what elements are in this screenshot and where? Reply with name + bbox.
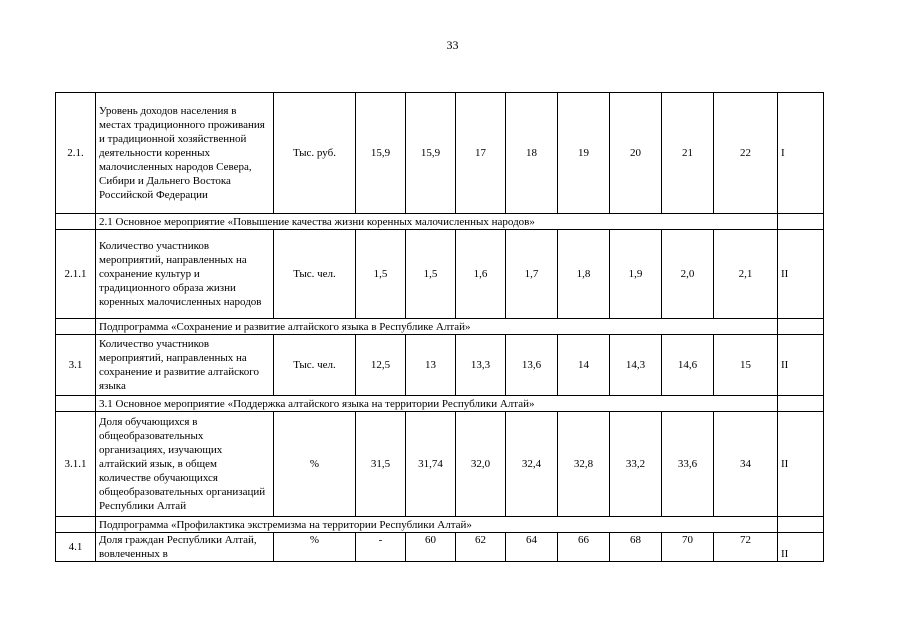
table-row	[56, 335, 824, 396]
row-number: 4.1	[56, 533, 96, 562]
value-cell: 1,7	[506, 230, 558, 319]
grade-cell: II	[778, 533, 824, 562]
row-number: 2.1.	[56, 93, 96, 214]
value-cell: 20	[610, 93, 662, 214]
empty-cell	[56, 517, 96, 533]
empty-cell	[778, 517, 824, 533]
section-row	[56, 396, 824, 412]
unit: %	[274, 412, 356, 517]
value-cell: 33,2	[610, 412, 662, 517]
row-number: 2.1.1	[56, 230, 96, 319]
grade-cell: I	[778, 93, 824, 214]
indicators-table	[55, 92, 824, 562]
unit: %	[274, 533, 356, 562]
empty-cell	[778, 396, 824, 412]
value-cell: 22	[714, 93, 778, 214]
empty-cell	[778, 214, 824, 230]
value-cell: 21	[662, 93, 714, 214]
value-cell: 14,6	[662, 335, 714, 396]
value-cell: 70	[662, 533, 714, 562]
table-row	[56, 412, 824, 517]
value-cell: 1,5	[406, 230, 456, 319]
value-cell: 60	[406, 533, 456, 562]
value-cell: 1,6	[456, 230, 506, 319]
value-cell: 31,5	[356, 412, 406, 517]
table-body	[56, 93, 824, 562]
value-cell: 66	[558, 533, 610, 562]
value-cell: 32,8	[558, 412, 610, 517]
value-cell: 1,5	[356, 230, 406, 319]
value-cell: 15,9	[356, 93, 406, 214]
unit: Тыс. чел.	[274, 230, 356, 319]
section-title: Подпрограмма «Сохранение и развитие алтайского языка в Республике Алтай»	[96, 319, 778, 335]
section-row	[56, 517, 824, 533]
value-cell: 2,0	[662, 230, 714, 319]
value-cell: 32,0	[456, 412, 506, 517]
value-cell: 15	[714, 335, 778, 396]
value-cell: 72	[714, 533, 778, 562]
value-cell: 15,9	[406, 93, 456, 214]
page-number: 33	[446, 38, 459, 52]
value-cell: 1,8	[558, 230, 610, 319]
table-row	[56, 93, 824, 214]
section-title: 2.1 Основное мероприятие «Повышение качества жизни коренных малочисленных народов»	[96, 214, 778, 230]
value-cell: 31,74	[406, 412, 456, 517]
value-cell: 1,9	[610, 230, 662, 319]
unit: Тыс. руб.	[274, 93, 356, 214]
row-number: 3.1	[56, 335, 96, 396]
empty-cell	[56, 396, 96, 412]
indicator-name: Количество участников мероприятий, направленных на сохранение и развитие алтайского языка	[96, 335, 274, 396]
table-row	[56, 230, 824, 319]
value-cell: 13	[406, 335, 456, 396]
indicator-name: Уровень доходов населения в местах традиционного проживания и традиционной хозяйственной деятельности коренных малочисленных народов Севера, Сибири и Дальнего Востока Российской Федерации	[96, 93, 274, 214]
value-cell: 12,5	[356, 335, 406, 396]
indicator-name: Доля обучающихся в общеобразовательных организациях, изучающих алтайский язык, в общем количестве обучающихся общеобразовательных организаций Республики Алтай	[96, 412, 274, 517]
indicator-name: Доля граждан Республики Алтай, вовлеченных в	[96, 533, 274, 562]
value-cell: 32,4	[506, 412, 558, 517]
value-cell: 18	[506, 93, 558, 214]
section-row	[56, 319, 824, 335]
empty-cell	[778, 319, 824, 335]
section-title: 3.1 Основное мероприятие «Поддержка алтайского языка на территории Республики Алтай»	[96, 396, 778, 412]
row-number: 3.1.1	[56, 412, 96, 517]
value-cell: 13,6	[506, 335, 558, 396]
value-cell: 14	[558, 335, 610, 396]
table-row	[56, 533, 824, 562]
value-cell: 17	[456, 93, 506, 214]
grade-cell: II	[778, 230, 824, 319]
value-cell: 64	[506, 533, 558, 562]
section-row	[56, 214, 824, 230]
grade-cell: II	[778, 335, 824, 396]
value-cell: -	[356, 533, 406, 562]
value-cell: 19	[558, 93, 610, 214]
value-cell: 13,3	[456, 335, 506, 396]
unit: Тыс. чел.	[274, 335, 356, 396]
section-title: Подпрограмма «Профилактика экстремизма на территории Республики Алтай»	[96, 517, 778, 533]
indicator-name: Количество участников мероприятий, направленных на сохранение культур и традиционного образа жизни коренных малочисленных народов	[96, 230, 274, 319]
grade-cell: II	[778, 412, 824, 517]
empty-cell	[56, 319, 96, 335]
value-cell: 62	[456, 533, 506, 562]
empty-cell	[56, 214, 96, 230]
value-cell: 14,3	[610, 335, 662, 396]
value-cell: 68	[610, 533, 662, 562]
value-cell: 34	[714, 412, 778, 517]
value-cell: 33,6	[662, 412, 714, 517]
value-cell: 2,1	[714, 230, 778, 319]
